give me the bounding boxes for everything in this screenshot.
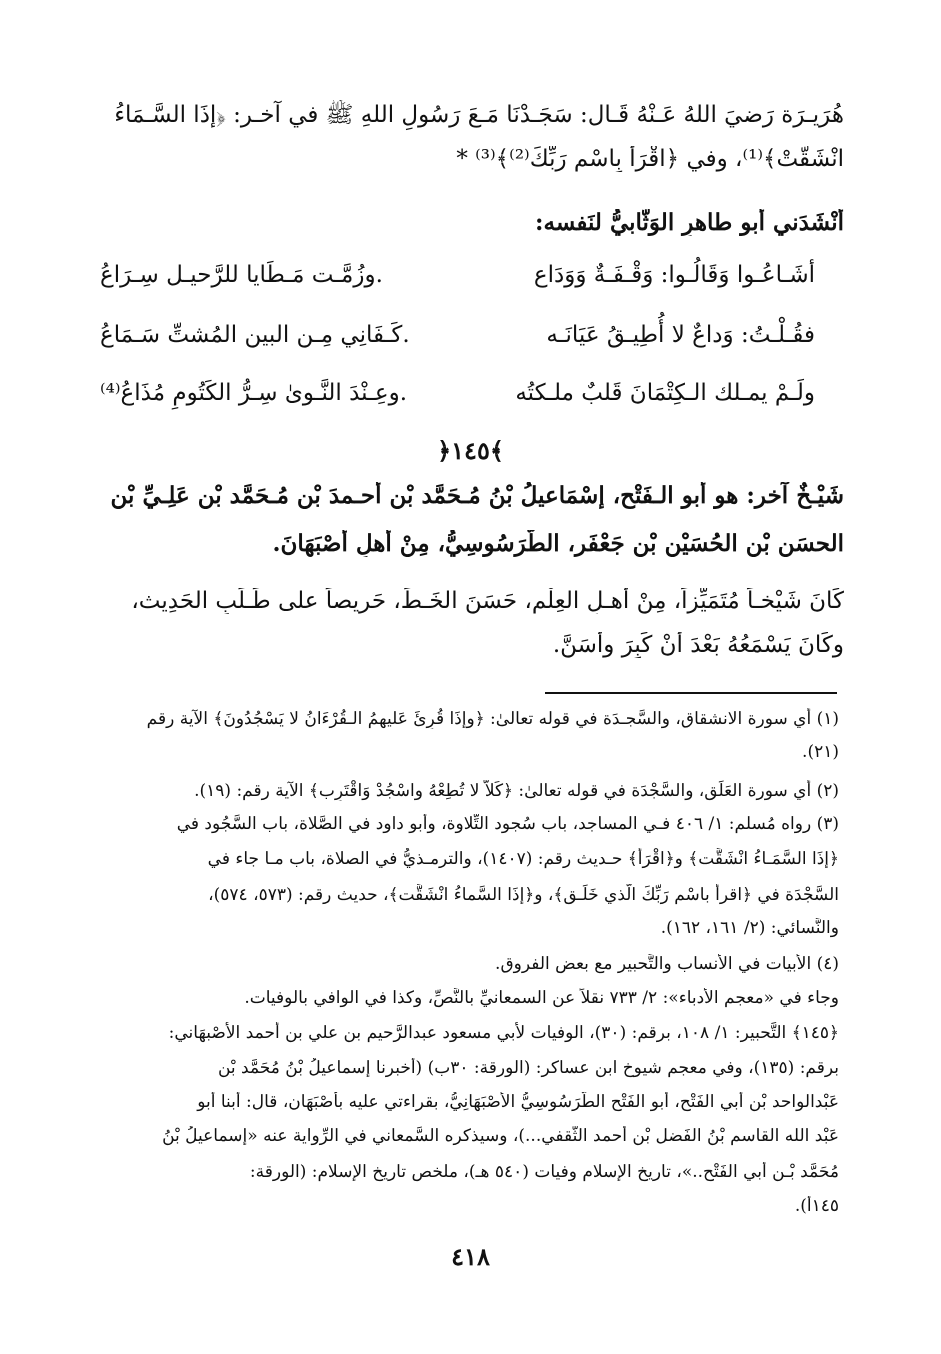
poem-intro: أنْشَدَني أبو طاهرٍ الوَثَّابيُّ لنَفسه:	[535, 209, 844, 236]
page-number: ٤١٨	[451, 1242, 490, 1271]
footnote-line: مُحَمَّد بْـنِ أبي الفَتْح..»، تاريخ الإسلام وفيات (٥٤٠ هـ)، ملخص تاريخ الإسلام: (الورقة:	[249, 1162, 839, 1182]
footnote-line: (٢) أي سورة العَلَق، والسَّجْدَة في قوله تعالىٰ: ﴿كَلاَّ لا تُطِعْهُ واسْجُدْ وَاقْتَرِب﴾ الآية رقم: (١٩).	[194, 781, 839, 801]
intro-line-2: انْشَقَّتْ﴾⁽¹⁾، وفي ﴿اقْرَأْ بِاسْمِ رَبِّكَ⁽²⁾﴾⁽³⁾ *	[456, 146, 844, 172]
verse-second-hemistich: كَـفَانِي مِـن البين المُشتِّ سَـمَاعُ.	[100, 322, 410, 348]
footnote-line: وجاء في «معجم الأدباء»: ٢/ ٧٣٣ نقلاً عن السمعانيِّ بالنَّصِّ، وكذا في الوافي بالوفيات.	[244, 988, 839, 1008]
verse-first-hemistich: فقُـلْـتُ: وَداعٌ لا أُطِيـقُ عَيَانَـه	[546, 322, 815, 348]
footnote-line: (١) أي سورة الانشقاق، والسَّجـدَة في قوله تعالىٰ: ﴿وإذَا قُرِئَ عَليهِمُ الـقُرْءَانُ لا يَسْجُدُونَ﴾ الآية رقم	[146, 709, 839, 729]
poem-verse	[100, 380, 815, 420]
footnote-line: ﴿إذَا السَّمَـاءُ انْشَقَّت﴾ و﴿اقْرَأ﴾ حـديث رقم: (١٤٠٧)، والترمـذيُّ في الصلاة، باب مـا جاء في	[207, 849, 839, 869]
footnote-line: عَبْدالواحد بْنِ أبي الفَتْح، أبو الفَتْح الطَّرَسُوسِيُّ الأصْبَهَانِيُّ، بقراءتي عليه بأصْبَهَان، قال: أبنا أبو	[197, 1092, 839, 1112]
entry-heading-line-2: الحسَنِ بْنِ الحُسَيْنِ بْنِ جَعْفَر، الطَّرَسُوسِيُّ، مِنْ أهلِ أصْبَهَانَ.	[272, 530, 844, 557]
entry-body-line-1: كَانَ شَيْخـاً مُتَمَيِّزاً، مِنْ أهـلِ العِلْمِ، حَسَنَ الخَـطِّ، حَرِيصاً على طَـلَبِ الحَدِيث،	[131, 588, 844, 614]
footnote-line: السَّجْدَة في ﴿اقرأ باسْمِ رَبِّكَ الَّذي خَلَـق﴾، و﴿إذَا السَّماءُ انْشَقَّت﴾، حديث رقم: (٥٧٣، ٥٧٤)،	[208, 885, 839, 905]
poem-verse	[100, 262, 815, 302]
entry-heading-line-1: شَيْـخٌ آخر: هو أبو الـفَتْح، إسْمَاعيلُ بْنُ مُـحَمَّد بْن أحـمدَ بْن مُـحَمَّد بْن عَلِـيِّ بْنِ	[110, 482, 844, 509]
entry-number: ﴿١٤٥﴾	[437, 436, 504, 465]
footnote-line: عَبْد الله القاسم بْنُ الفَضل بْنِ أحمد الثَّقفي...)، وسيذكره السَّمعاني في الرِّواية عنه «إسماعيلُ بْنُ	[162, 1126, 839, 1146]
footnote-separator	[545, 692, 837, 694]
poem-verse	[100, 322, 815, 362]
footnote-line: (٢١).	[802, 742, 839, 762]
verse-second-hemistich: وزُمَّـت مَـطَايا للرَّحيـل سِـرَاعُ.	[100, 262, 383, 288]
intro-line-1: هُرَيـرَة رَضيَ اللهُ عَـنْهُ قَـال: سَجَـدْنَا مَـعَ رَسُولِ اللهِ ﷺ في آخـر: ﴿إذَا السَّـمَاءُ	[114, 102, 844, 128]
footnote-line: (٤) الأبيات في الأنساب والتَّحبير مع بعض الفروق.	[495, 954, 839, 974]
verse-second-hemistich: وعِـنْدَ النَّـوىٰ سِـرُّ الكَتُومِ مُذَاعُ⁽⁴⁾.	[100, 380, 408, 406]
verse-first-hemistich: ولَـمْ يمـلك الـكِتْمَانَ قَلبٌ ملـكتُه	[515, 380, 815, 406]
footnote-line: (٣) رواه مُسلم: ١/ ٤٠٦ فـي المساجد، باب سُجود التِّلاوة، وأبو داود في الصَّلاة، باب السَّجُود في	[176, 814, 839, 834]
footnote-line: برقم: (١٣٥)، وفي معجم شيوخ ابن عساكر: (الورقة: ٣٠ب) (أخبرنا إسماعيلُ بْنُ مُحَمَّد بْنِ	[217, 1058, 839, 1078]
footnote-line: ﴿١٤٥﴾ التَّحبير: ١/ ١٠٨، برقم: (٣٠)، الوفيات لأبي مسعود عبدالرَّحيم بن علي بن أحمد الأصْبهَاني:	[168, 1023, 839, 1043]
verse-first-hemistich: أشَـاعُـوا وَقَالُـوا: وَقْـفَـةٌ وَوَدَاع	[533, 262, 815, 288]
footnote-line: ١٤٥أ).	[794, 1196, 839, 1216]
entry-body-line-2: وكَانَ يَسْمَعُهُ بَعْدَ أنْ كَبِرَ وأسَنَّ.	[552, 632, 844, 658]
footnote-line: والنَّسائي: (٢/ ١٦١، ١٦٢).	[660, 918, 839, 938]
